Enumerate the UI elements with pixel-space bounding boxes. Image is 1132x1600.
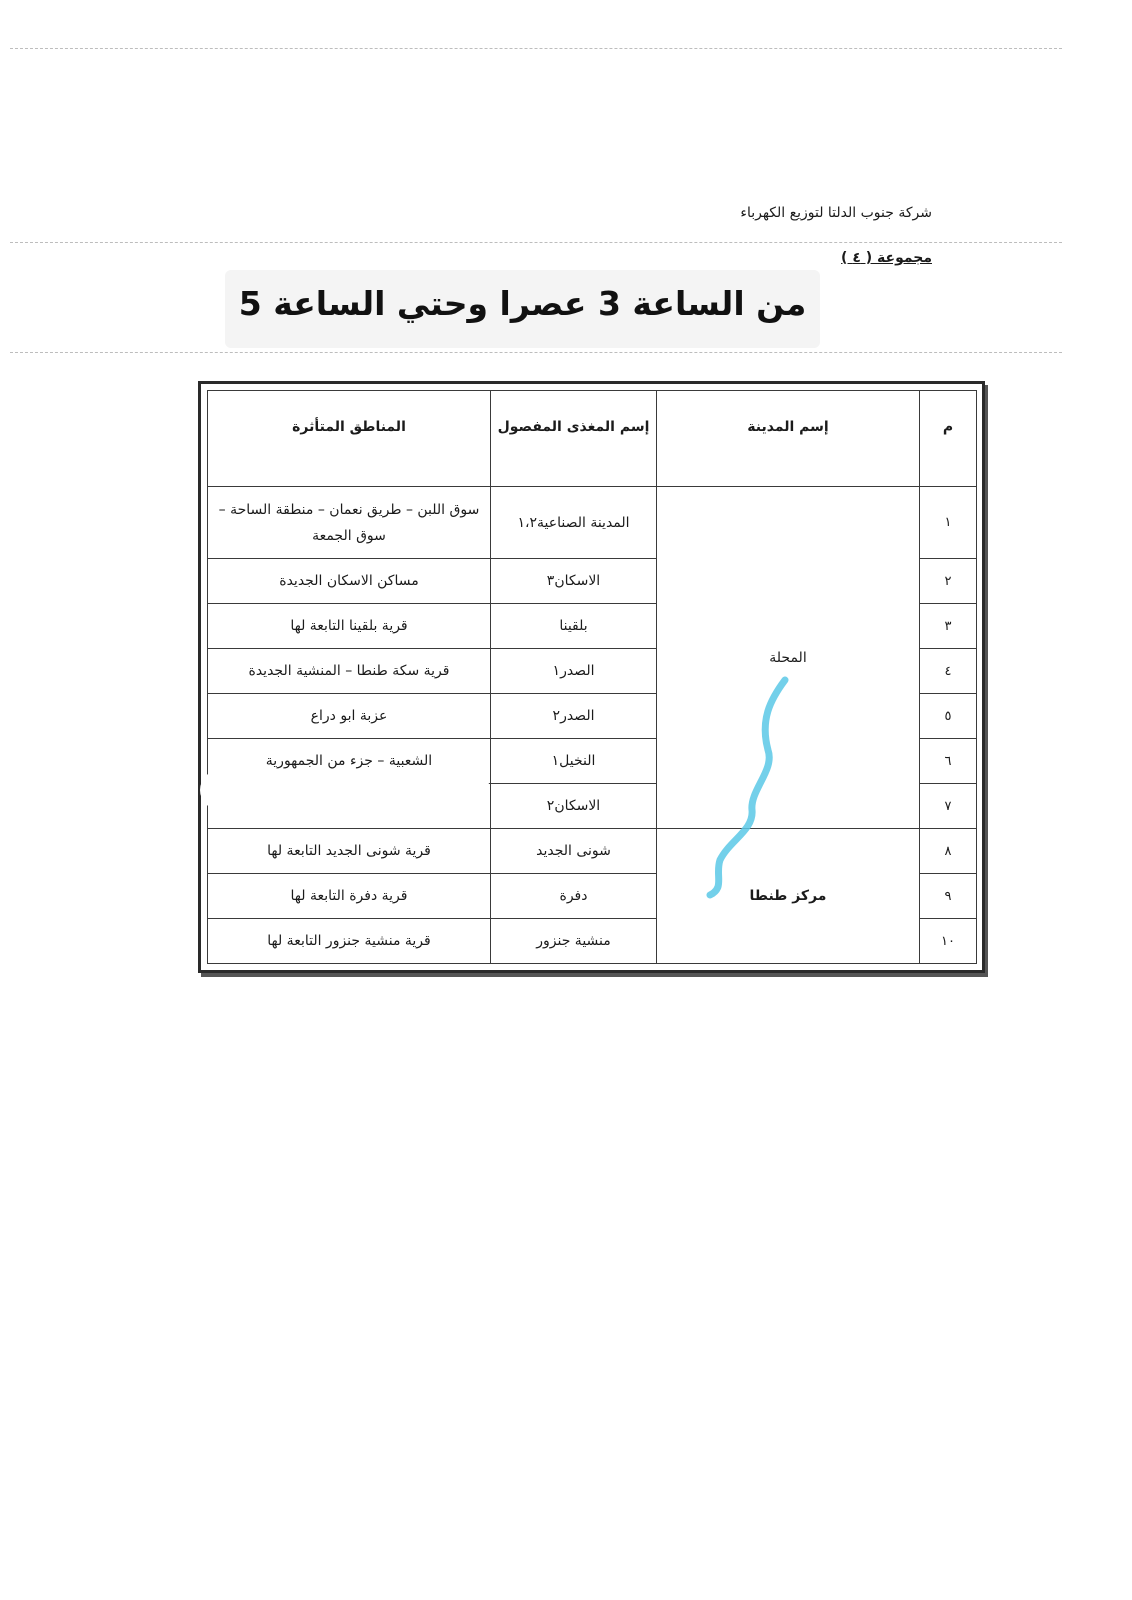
- areas-cell: قرية دفرة التابعة لها: [208, 874, 491, 919]
- feeder-cell: المدينة الصناعية١،٢: [491, 487, 657, 559]
- areas-cell: قرية منشية جنزور التابعة لها: [208, 919, 491, 964]
- row-number: ٣: [920, 604, 977, 649]
- areas-cell: مساكن الاسكان الجديدة: [208, 559, 491, 604]
- areas-cell: عزبة ابو دراع: [208, 694, 491, 739]
- areas-cell: قرية بلقينا التابعة لها: [208, 604, 491, 649]
- feeder-cell: بلقينا: [491, 604, 657, 649]
- feeder-cell: دفرة: [491, 874, 657, 919]
- row-number: ١: [920, 487, 977, 559]
- feeder-cell: النخيل١: [491, 739, 657, 784]
- areas-cell: قرية شونى الجديد التابعة لها: [208, 829, 491, 874]
- company-name: شركة جنوب الدلتا لتوزيع الكهرباء: [740, 205, 932, 221]
- outage-table-frame: [198, 381, 985, 973]
- header-number: م: [920, 391, 977, 487]
- time-range-banner: من الساعة 3 عصرا وحتي الساعة 5: [225, 270, 820, 348]
- areas-cell: الشعبية – جزء من الجمهورية: [208, 739, 491, 784]
- row-number: ٩: [920, 874, 977, 919]
- feeder-cell: منشية جنزور: [491, 919, 657, 964]
- blue-scribble-mark: [690, 660, 810, 900]
- areas-cell: قرية سكة طنطا – المنشية الجديدة: [208, 649, 491, 694]
- header-feeder: إسم المغذى المفصول: [491, 391, 657, 487]
- row-number: ٦: [920, 739, 977, 784]
- redaction-smudge: [200, 770, 490, 810]
- city-cell-tanta: مركز طنطا: [657, 829, 920, 964]
- header-areas: المناطق المتأثرة: [208, 391, 491, 487]
- table-row: [208, 829, 977, 874]
- group-label: مجموعة ( ٤ ): [841, 250, 932, 266]
- feeder-cell: الصدر٢: [491, 694, 657, 739]
- outage-table: [207, 390, 977, 964]
- header-city: إسم المدينة: [657, 391, 920, 487]
- feeder-cell: الاسكان٣: [491, 559, 657, 604]
- city-cell-mahalla: المحلة: [657, 487, 920, 829]
- row-number: ٥: [920, 694, 977, 739]
- feeder-cell: شونى الجديد: [491, 829, 657, 874]
- row-number: ٧: [920, 784, 977, 829]
- row-number: ٤: [920, 649, 977, 694]
- row-number: ٢: [920, 559, 977, 604]
- row-number: ١٠: [920, 919, 977, 964]
- table-header-row: [208, 391, 977, 487]
- dashed-rule-3: [10, 352, 1062, 353]
- top-dashed-rule: [10, 48, 1062, 49]
- table-row: [208, 487, 977, 559]
- feeder-cell: الاسكان٢: [491, 784, 657, 829]
- areas-cell: سوق اللبن – طريق نعمان – منطقة الساحة – سوق الجمعة: [208, 487, 491, 559]
- feeder-cell: الصدر١: [491, 649, 657, 694]
- dashed-rule-2: [10, 242, 1062, 243]
- row-number: ٨: [920, 829, 977, 874]
